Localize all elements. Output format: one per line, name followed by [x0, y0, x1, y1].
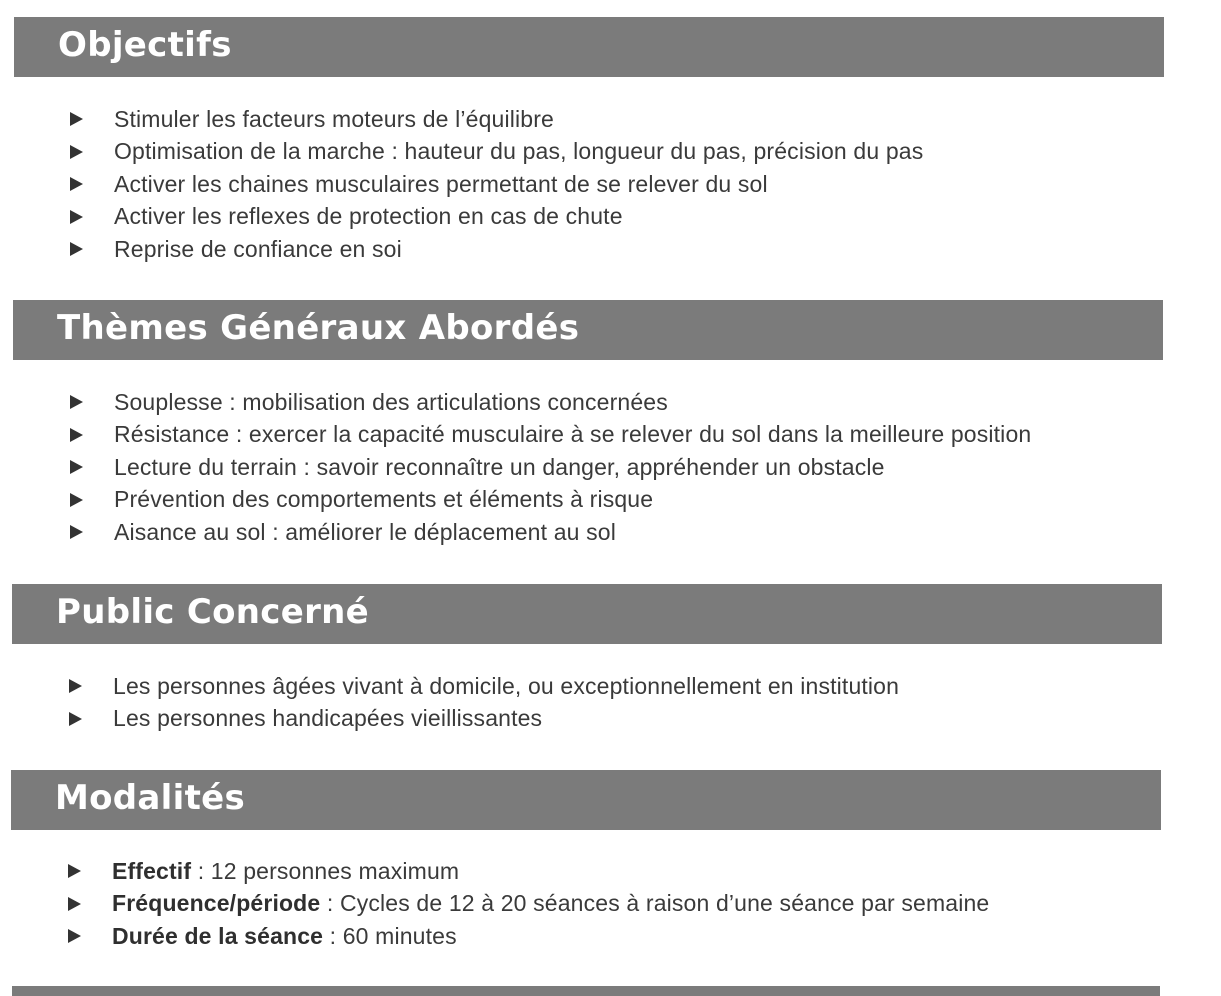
list-item [69, 670, 899, 703]
triangle-right-icon [70, 525, 83, 539]
list-item [70, 103, 923, 136]
objectifs-list [70, 103, 923, 266]
list-item-text [112, 923, 457, 950]
item-value: : Cycles de 12 à 20 séances à raison d’une séance par semaine [320, 890, 990, 917]
triangle-right-icon [69, 712, 82, 726]
triangle-right-icon [70, 395, 83, 409]
triangle-right-icon [70, 242, 83, 256]
list-item [70, 233, 923, 266]
triangle-right-icon [70, 428, 83, 442]
list-item [70, 168, 923, 201]
list-item [68, 855, 989, 888]
list-item-text: Les personnes âgées vivant à domicile, ou exceptionnellement en institution [113, 672, 900, 699]
triangle-right-icon [70, 460, 83, 474]
item-value: : 60 minutes [323, 922, 457, 949]
triangle-right-icon [69, 679, 82, 693]
triangle-right-icon [68, 929, 81, 943]
list-item [68, 888, 989, 921]
triangle-right-icon [70, 145, 83, 159]
triangle-right-icon [70, 493, 83, 507]
triangle-right-icon [68, 897, 81, 911]
themes-list [70, 386, 1031, 549]
item-label: Durée de la séance [112, 922, 324, 949]
next-section-header-partial [12, 986, 1160, 996]
list-item [70, 419, 1031, 452]
list-item [70, 201, 923, 234]
section-header-modalites [11, 770, 1161, 830]
list-item [70, 516, 1031, 549]
modalites-list [68, 855, 989, 953]
section-header-objectifs [14, 17, 1164, 77]
section-title: Thèmes Généraux Abordés [57, 308, 580, 348]
list-item-text: Aisance au sol : améliorer le déplacement au sol [114, 518, 616, 545]
list-item [70, 484, 1031, 517]
triangle-right-icon [70, 112, 83, 126]
item-value: : 12 personnes maximum [191, 857, 460, 884]
triangle-right-icon [70, 210, 83, 224]
item-label: Fréquence/période [112, 890, 321, 917]
list-item [70, 386, 1031, 419]
list-item-text: Activer les reflexes de protection en cas de chute [114, 203, 623, 230]
list-item-text [112, 890, 989, 917]
list-item-text: Stimuler les facteurs moteurs de l’équilibre [114, 105, 554, 132]
list-item-text: Souplesse : mobilisation des articulations concernées [114, 388, 668, 415]
list-item [70, 451, 1031, 484]
list-item-text: Les personnes handicapées vieillissantes [113, 705, 543, 732]
section-title: Objectifs [58, 25, 232, 65]
list-item-text: Reprise de confiance en soi [114, 235, 402, 262]
list-item-text: Optimisation de la marche : hauteur du pas, longueur du pas, précision du pas [114, 138, 924, 165]
list-item [69, 703, 899, 736]
section-header-themes [13, 300, 1163, 360]
section-header-public [12, 584, 1162, 644]
item-label: Effectif [112, 857, 192, 884]
list-item [70, 136, 923, 169]
triangle-right-icon [70, 177, 83, 191]
section-title: Modalités [55, 778, 246, 818]
list-item-text: Prévention des comportements et éléments à risque [114, 486, 654, 513]
list-item-text: Résistance : exercer la capacité musculaire à se relever du sol dans la meilleure position [114, 421, 1032, 448]
list-item-text [112, 858, 459, 885]
triangle-right-icon [68, 864, 81, 878]
public-list [69, 670, 899, 735]
section-title: Public Concerné [56, 592, 370, 632]
list-item [68, 920, 989, 953]
list-item-text: Lecture du terrain : savoir reconnaître un danger, appréhender un obstacle [114, 453, 885, 480]
list-item-text: Activer les chaines musculaires permettant de se relever du sol [114, 170, 768, 197]
